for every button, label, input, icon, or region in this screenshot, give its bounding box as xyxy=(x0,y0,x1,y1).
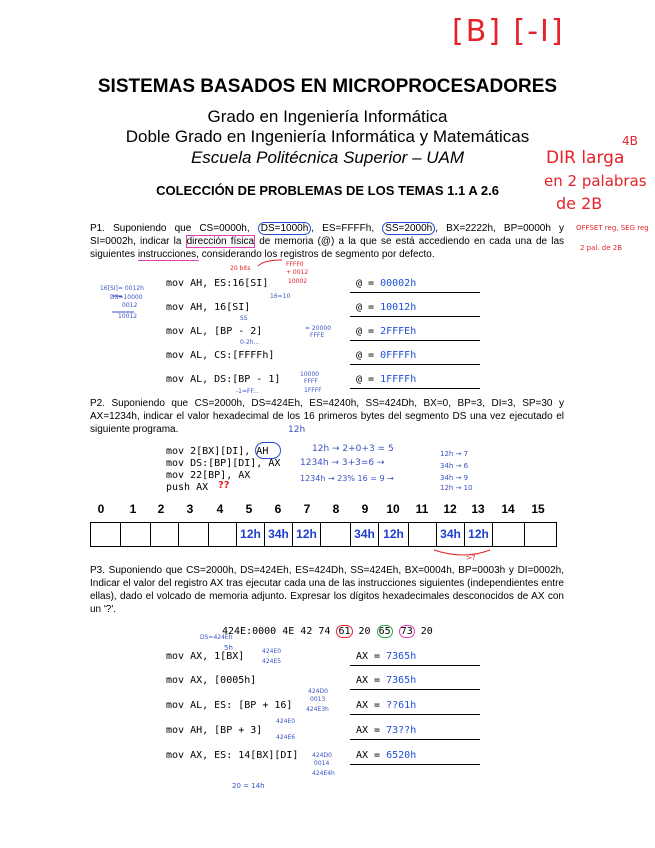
p1-code-4: mov AL, CS:[FFFFh] xyxy=(166,350,275,361)
p2-note-3: 1234h → 23% 16 = 9 → xyxy=(300,474,394,483)
school: Escuela Politécnica Superior – UAM xyxy=(190,148,465,167)
byte-index: 0 xyxy=(97,502,105,516)
svg-text:20 bits: 20 bits xyxy=(230,265,251,272)
svg-text:FFFF0: FFFF0 xyxy=(286,261,304,268)
svg-text:>?: >? xyxy=(466,554,476,562)
note-dir-larga: DIR larga xyxy=(546,148,625,168)
memory-cell xyxy=(208,522,236,547)
doc-title: SISTEMAS BASADOS EN MICROPROCESADORES xyxy=(97,76,558,97)
svg-text:10000: 10000 xyxy=(300,371,320,378)
note-4b: 4B xyxy=(622,134,638,148)
byte-index: 13 xyxy=(471,502,485,516)
memory-cell: 12h xyxy=(236,522,264,547)
svg-text:FFFE: FFFE xyxy=(310,332,325,339)
p2-code-2: mov DS:[BP][DI], AX xyxy=(166,458,281,469)
svg-text:10012: 10012 xyxy=(118,313,138,320)
memory-cell xyxy=(320,522,350,547)
collection-title: COLECCIÓN DE PROBLEMAS DE LOS TEMAS 1.1 A 2.6 xyxy=(156,183,499,198)
degree-1: Grado en Ingeniería Informática xyxy=(207,107,448,126)
p3-answer-5: AX = 6520h xyxy=(356,750,417,761)
memory-cell: 12h xyxy=(292,522,320,547)
svg-text:0-2h...: 0-2h... xyxy=(240,339,260,346)
p3-note-424e3: 424E3h xyxy=(306,706,329,713)
p2-note-5: 34h → 6 xyxy=(440,462,469,470)
p3-code-3: mov AL, ES: [BP + 16] xyxy=(166,700,293,711)
p3-note-ds: DS=424Eh xyxy=(200,634,233,641)
memory-scribble xyxy=(430,546,500,562)
byte-index: 8 xyxy=(332,502,340,516)
p3-code-5: mov AX, ES: 14[BX][DI] xyxy=(166,750,299,761)
svg-text:= 20000: = 20000 xyxy=(305,325,332,332)
svg-text:16=10: 16=10 xyxy=(270,293,291,300)
svg-text:1FFFF: 1FFFF xyxy=(304,387,322,394)
ss-circled: SS=2000h xyxy=(382,222,435,235)
p3-statement: P3. Suponiendo que CS=2000h, DS=424Eh, ES=424Dh, SS=424Eh, BX=0004h, BP=0003h y DI=0002h, Indicar el valor del registro AX tras ejecutar cada una de las instrucciones siguientes (independientes entre ellas), dado el volcado de memoria adjunto. Expresar los dígitos hexadecimales desconocidos de AX con un '?'. xyxy=(90,565,564,615)
p3-note-20: 20 = 14h xyxy=(232,782,265,790)
memory-cell xyxy=(120,522,150,547)
p1-statement: P1. Suponiendo que CS=0000h, DS=1000h , ES=FFFFh, SS=2000h , BX=2222h, BP=0000h y SI=0002h, indicar la dirección física de memoria (@) a la que se está accediendo en cada una de las siguientes instrucciones, considerando los registros de segmento por defecto. xyxy=(90,223,565,260)
byte-index: 11 xyxy=(415,502,429,516)
p2-note-2: 1234h → 3+3=6 → xyxy=(300,458,385,468)
p1-answer-1: @ = 00002h xyxy=(356,278,417,289)
p2-note-12h: 12h xyxy=(288,425,306,435)
p1-code-3: mov AL, [BP - 2] xyxy=(166,326,263,337)
memory-cell xyxy=(408,522,436,547)
byte-index: 10 xyxy=(386,502,400,516)
p1-answer-3: @ = 2FFFEh xyxy=(356,326,417,337)
byte-index: 3 xyxy=(186,502,194,516)
p1-answer-5: @ = 1FFFFh xyxy=(356,374,417,385)
memory-cell: 12h xyxy=(378,522,408,547)
p3-code-4: mov AH, [BP + 3] xyxy=(166,725,263,736)
p3-note-5h: 5h xyxy=(224,644,233,652)
ah-circle xyxy=(255,442,281,459)
p3-note-0013: 0013 xyxy=(310,696,326,703)
p2-code-3: mov 22[BP], AX xyxy=(166,470,251,481)
degree-2: Doble Grado en Ingeniería Informática y Matemáticas xyxy=(125,127,530,146)
p2-note-1: 12h → 2+0+3 = 5 xyxy=(312,444,394,454)
handwritten-brackets: [B] [-I] xyxy=(452,14,565,49)
p3-note-424e5: 424E5 xyxy=(262,658,282,665)
p3-note-0014: 0014 xyxy=(314,760,330,767)
byte-index: 15 xyxy=(531,502,545,516)
p3-answer-2: AX = 7365h xyxy=(356,675,417,686)
p2-statement: P2. Suponiendo que CS=2000h, DS=424Eh, ES=4240h, SS=424Dh, BX=0, BP=3, DI=3, SP=30 y AX=1234h, indicar el valor hexadecimal de los 16 primeros bytes del segmento DS una vez ejecutado el siguiente programa. xyxy=(90,398,564,435)
byte-index: 9 xyxy=(361,502,369,516)
p3-code-1: mov AX, 1[BX] xyxy=(166,651,245,662)
ds-circled: DS=1000h xyxy=(258,222,312,235)
byte-index: 14 xyxy=(501,502,515,516)
byte-index: 5 xyxy=(245,502,253,516)
instr-underlined: instrucciones, xyxy=(137,249,199,260)
p1-answer-4: @ = 0FFFFh xyxy=(356,350,417,361)
p3-note-424d0: 424D0 xyxy=(308,688,328,695)
memory-cell xyxy=(524,522,557,547)
svg-text:+ 0012: + 0012 xyxy=(286,269,309,276)
memory-cell: 34h xyxy=(264,522,292,547)
p3-answer-4: AX = 73??h xyxy=(356,725,417,736)
dir-fisica-highlight: dirección física xyxy=(186,236,255,247)
svg-text:-1=FF...: -1=FF... xyxy=(236,388,259,395)
svg-text:16[SI]= 0012h: 16[SI]= 0012h xyxy=(100,285,144,292)
p1-code-5: mov AL, DS:[BP - 1] xyxy=(166,374,281,385)
p3-answer-3: AX = ??61h xyxy=(356,700,417,711)
memory-cell: 12h xyxy=(464,522,492,547)
svg-text:10002: 10002 xyxy=(288,278,308,285)
p1-code-2: mov AH, 16[SI] xyxy=(166,302,251,313)
byte-index: 2 xyxy=(157,502,165,516)
note-offset: OFFSET reg, SEG reg xyxy=(576,224,649,232)
byte-index: 4 xyxy=(216,502,224,516)
p1-code-1: mov AH, ES:16[SI] xyxy=(166,278,269,289)
memory-dump: 424E:0000 4E 42 74 61 20 65 73 20 xyxy=(222,626,433,637)
p2-note-7: 12h → 10 xyxy=(440,484,473,492)
p2-note-q: ?? xyxy=(218,480,230,491)
svg-text:0012: 0012 xyxy=(122,302,138,309)
byte-index: 7 xyxy=(303,502,311,516)
memory-cell xyxy=(150,522,178,547)
note-en-2: en 2 palabras xyxy=(544,172,647,190)
byte-index: 12 xyxy=(443,502,457,516)
svg-text:FFFF: FFFF xyxy=(304,378,318,385)
p2-note-4: 12h → 7 xyxy=(440,450,469,458)
memory-cell xyxy=(90,522,120,547)
p3-note-424d0b: 424D0 xyxy=(312,752,332,759)
note-2-pal: 2 pal. de 2B xyxy=(580,244,623,252)
p2-code-4: push AX xyxy=(166,482,209,493)
byte-index: 1 xyxy=(129,502,137,516)
p3-note-424e4: 424E4h xyxy=(312,770,335,777)
memory-cell xyxy=(178,522,208,547)
svg-text:DS=10000: DS=10000 xyxy=(110,294,143,301)
p3-note-424e0b: 424E0 xyxy=(276,718,296,725)
p3-note-424e6: 424E6 xyxy=(276,734,296,741)
memory-cell: 34h xyxy=(436,522,464,547)
p3-code-2: mov AX, [0005h] xyxy=(166,675,257,686)
byte-index: 6 xyxy=(274,502,282,516)
memory-cell xyxy=(492,522,524,547)
note-de-2b: de 2B xyxy=(556,194,603,213)
p3-answer-1: AX = 7365h xyxy=(356,651,417,662)
p2-code-1: mov 2[BX][DI], AH xyxy=(166,446,269,457)
p3-note-424e0: 424E0 xyxy=(262,648,282,655)
p2-note-6: 34h → 9 xyxy=(440,474,469,482)
svg-text:SS: SS xyxy=(240,315,248,322)
p1-answer-2: @ = 10012h xyxy=(356,302,417,313)
memory-cell: 34h xyxy=(350,522,378,547)
